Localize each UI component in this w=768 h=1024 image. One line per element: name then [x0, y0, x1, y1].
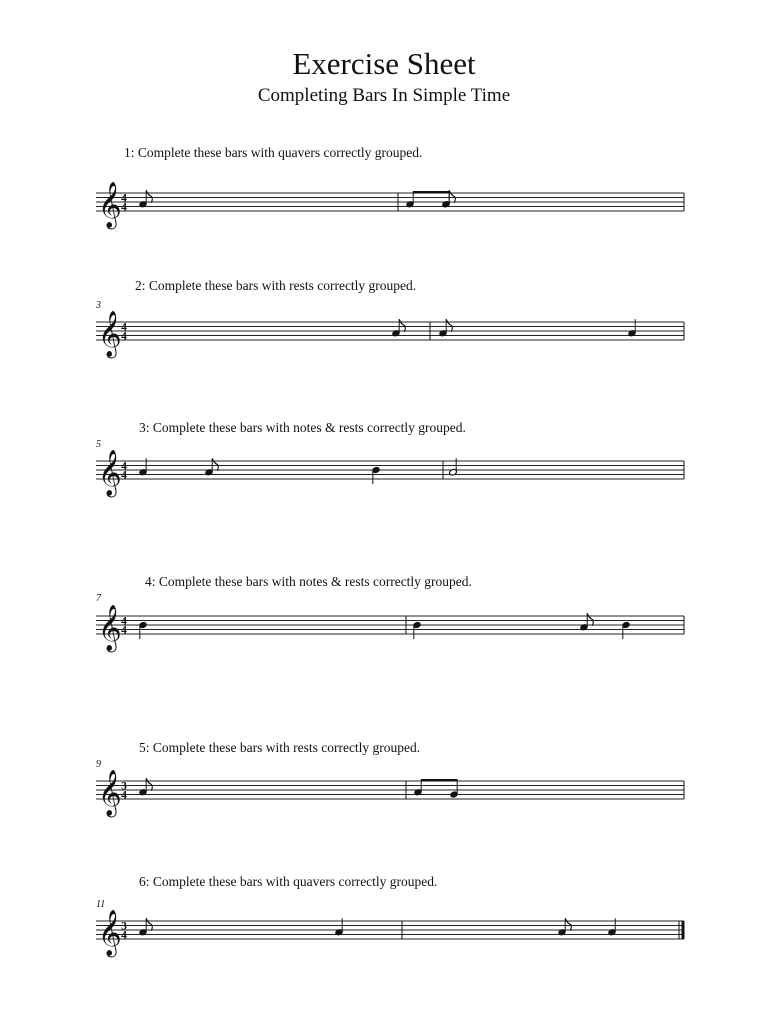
measure-number: 5	[96, 439, 101, 450]
exercise-6	[0, 874, 768, 1024]
crotchet-note	[622, 621, 631, 639]
exercise-3	[0, 420, 768, 570]
note-flag	[449, 190, 455, 203]
time-signature-top: 3	[121, 920, 127, 933]
measure-number: 7	[96, 593, 101, 604]
note-flag	[146, 190, 152, 203]
exercise-instruction: 2: Complete these bars with rests correctly grouped.	[135, 278, 417, 293]
sheet-subtitle: Completing Bars In Simple Time	[257, 85, 511, 106]
note-flag	[587, 613, 593, 626]
time-signature-bottom: 4	[121, 469, 127, 482]
music-staff	[0, 751, 768, 831]
note-flag	[146, 778, 152, 791]
measure-number: 9	[96, 759, 101, 770]
exercise-instruction: 4: Complete these bars with notes & rests correctly grouped.	[145, 574, 472, 589]
time-signature-bottom: 4	[121, 330, 127, 343]
treble-clef: 𝄞	[98, 182, 122, 227]
time-signature-bottom: 4	[121, 929, 127, 942]
exercise-instruction: 6: Complete these bars with quavers correctly grouped.	[139, 874, 438, 889]
music-staff	[0, 586, 768, 666]
time-signature-bottom: 4	[121, 624, 127, 637]
note-flag	[565, 918, 571, 931]
exercise-5	[0, 740, 768, 890]
exercise-2	[0, 278, 768, 428]
music-staff	[0, 292, 768, 372]
crotchet-note	[139, 621, 148, 639]
final-barline-thick	[682, 921, 685, 939]
music-staff	[0, 431, 768, 511]
time-signature-top: 3	[121, 780, 127, 793]
time-signature-bottom: 4	[121, 201, 127, 214]
music-staff	[0, 891, 768, 971]
time-signature-top: 4	[121, 321, 127, 334]
note-flag	[446, 319, 452, 332]
crotchet-note	[413, 621, 422, 639]
measure-number: 11	[96, 899, 106, 910]
time-signature-bottom: 4	[121, 789, 127, 802]
treble-clef: 𝄞	[98, 910, 122, 955]
note-flag	[399, 319, 405, 332]
treble-clef: 𝄞	[98, 450, 122, 495]
exercise-instruction: 1: Complete these bars with quavers correctly grouped.	[124, 145, 423, 160]
note-flag	[212, 458, 218, 471]
sheet-title: Exercise Sheet	[292, 46, 476, 81]
treble-clef: 𝄞	[98, 770, 122, 815]
measure-number: 3	[96, 300, 101, 311]
exercise-instruction: 3: Complete these bars with notes & rests correctly grouped.	[139, 420, 466, 435]
exercise-4	[0, 574, 768, 724]
note-flag	[146, 918, 152, 931]
exercise-1	[0, 145, 768, 295]
treble-clef: 𝄞	[98, 605, 122, 650]
time-signature-top: 4	[121, 460, 127, 473]
time-signature-top: 4	[121, 192, 127, 205]
crotchet-note	[372, 466, 381, 484]
treble-clef: 𝄞	[98, 311, 122, 356]
music-staff	[0, 163, 768, 243]
beamed-quavers	[414, 779, 459, 798]
time-signature-top: 4	[121, 615, 127, 628]
exercise-instruction: 5: Complete these bars with rests correctly grouped.	[139, 740, 421, 755]
